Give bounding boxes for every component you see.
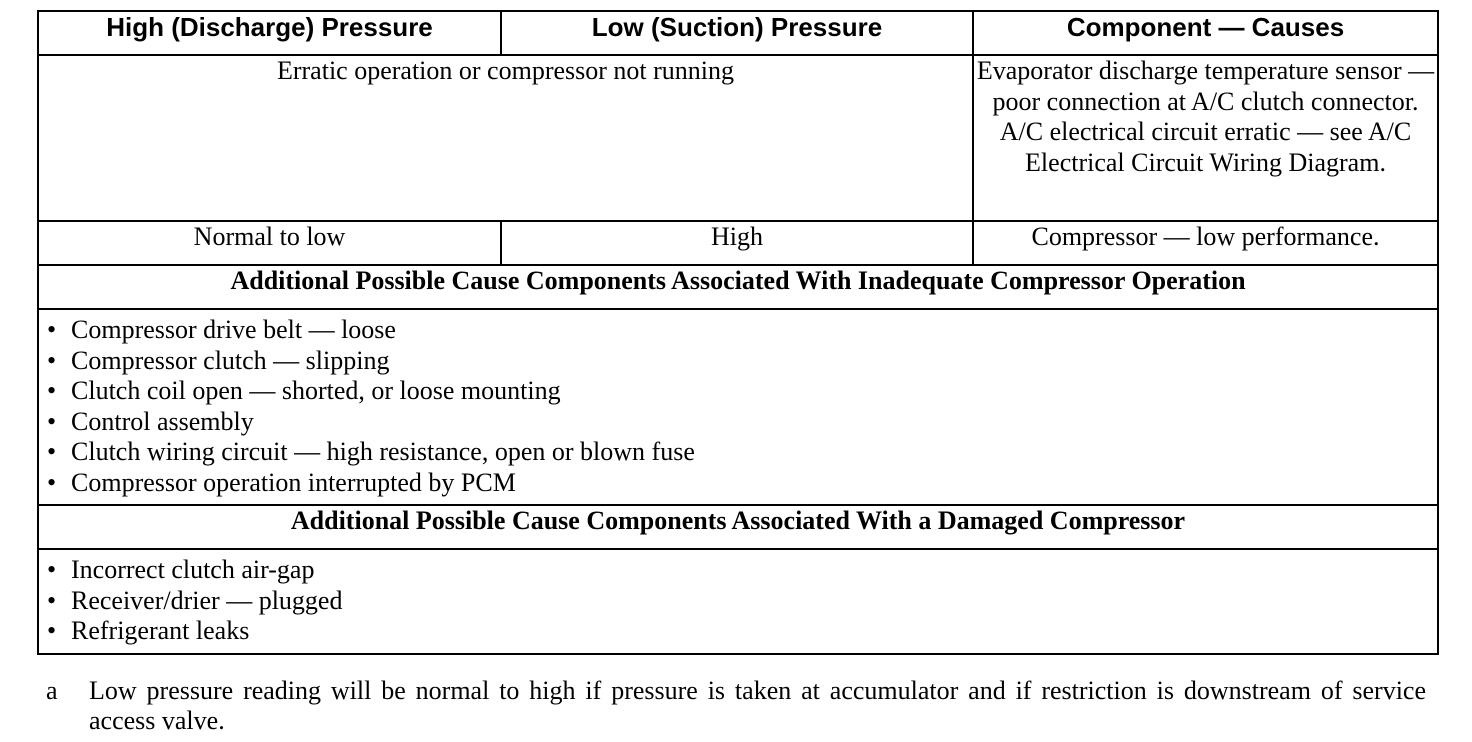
header-low-pressure: Low (Suction) Pressure: [501, 11, 973, 55]
list-item: [47, 437, 1437, 468]
bullet-icon: •: [47, 406, 57, 436]
section-title-inadequate-operation: Additional Possible Cause Components Associated With Inadequate Compressor Operation: [38, 265, 1438, 309]
list-item: [47, 315, 1437, 346]
footnote-text: Low pressure reading will be normal to high if pressure is taken at accumulator and if restriction is downstream of service access valve.: [89, 676, 1426, 735]
section-list-row: [38, 309, 1438, 505]
bullet-icon: •: [47, 315, 57, 344]
header-high-pressure: High (Discharge) Pressure: [38, 11, 501, 55]
table-row: [38, 221, 1438, 265]
footnote-marker: a: [46, 676, 58, 705]
low-pressure-cell: High: [501, 221, 973, 265]
bullet-icon: •: [47, 376, 57, 405]
bullet-icon: •: [47, 345, 57, 375]
section-header-row: [38, 505, 1438, 549]
list-item: [47, 468, 1437, 499]
section-list-cell: [38, 549, 1438, 654]
footnote: [46, 676, 1426, 736]
bullet-icon: •: [47, 437, 57, 466]
list-item-text: Clutch coil open — shorted, or loose mounting: [71, 376, 561, 405]
list-item-text: Clutch wiring circuit — high resistance, open or blown fuse: [71, 437, 695, 466]
list-item-text: Control assembly: [71, 406, 254, 436]
list-item-text: Incorrect clutch air-gap: [71, 555, 315, 584]
section-list-row: [38, 549, 1438, 654]
section-list-cell: [38, 309, 1438, 505]
bullet-icon: •: [47, 467, 57, 497]
high-pressure-cell: Normal to low: [38, 221, 501, 265]
list-item-text: Compressor operation interrupted by PCM: [71, 467, 516, 497]
list-item-text: Receiver/drier — plugged: [71, 585, 343, 615]
bullet-icon: •: [47, 585, 57, 615]
bullet-list-damaged-compressor: [39, 550, 1437, 653]
list-item: [47, 407, 1437, 438]
bullet-icon: •: [47, 555, 57, 584]
bullet-list-inadequate-operation: [39, 310, 1437, 504]
list-item-text: Compressor drive belt — loose: [71, 315, 396, 344]
header-row: [38, 11, 1438, 55]
list-item: [47, 376, 1437, 407]
cause-cell: Evaporator discharge temperature sensor — poor connection at A/C clutch connector. A/C electrical circuit erratic — see A/C Electrical Circuit Wiring Diagram.: [973, 55, 1438, 221]
section-header-row: [38, 265, 1438, 309]
section-title-damaged-compressor: Additional Possible Cause Components Associated With a Damaged Compressor: [38, 505, 1438, 549]
cause-cell: Compressor — low performance.: [973, 221, 1438, 265]
table-row: [38, 55, 1438, 221]
diagnosis-table: [37, 10, 1439, 655]
list-item-text: Compressor clutch — slipping: [71, 345, 390, 375]
list-item: [47, 346, 1437, 377]
symptom-cell: Erratic operation or compressor not running: [38, 55, 973, 221]
list-item: [47, 616, 1437, 647]
list-item-text: Refrigerant leaks: [71, 616, 250, 645]
list-item: [47, 586, 1437, 617]
bullet-icon: •: [47, 616, 57, 645]
header-component-causes: Component — Causes: [973, 11, 1438, 55]
list-item: [47, 555, 1437, 586]
